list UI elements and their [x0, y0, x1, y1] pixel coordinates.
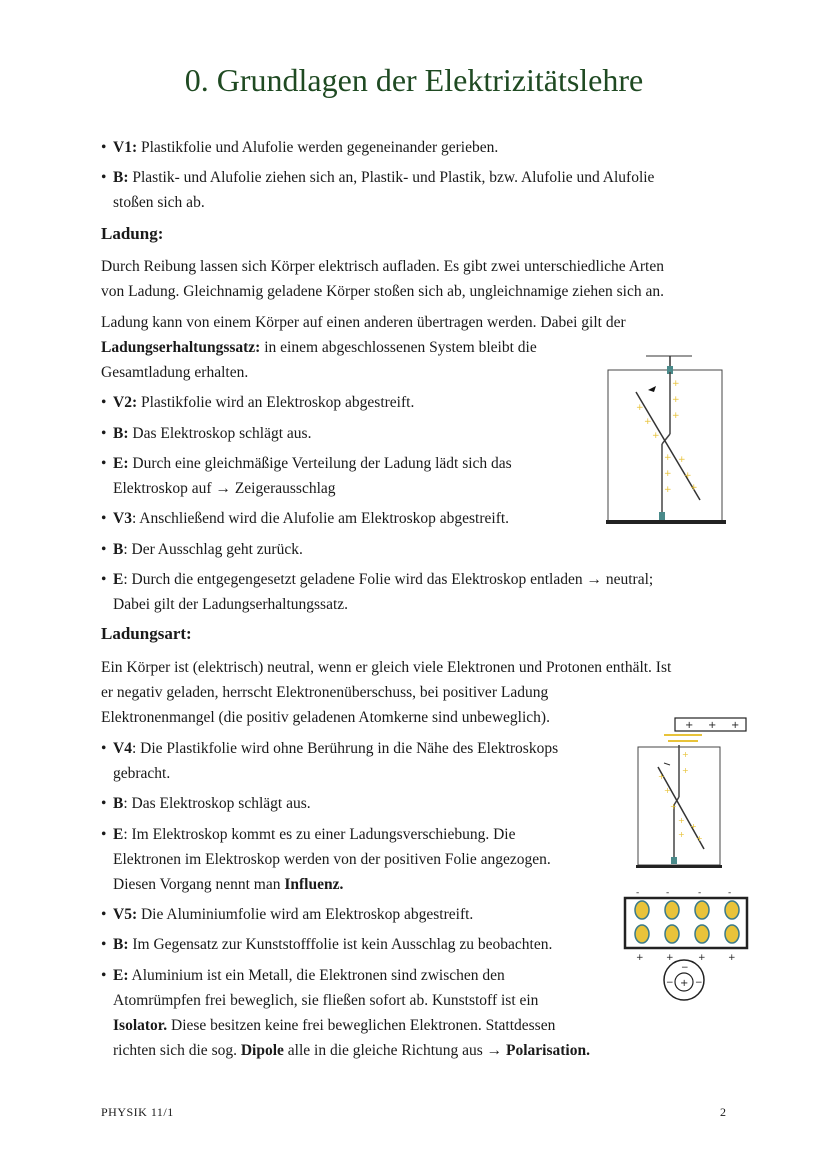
svg-text:+: + — [684, 471, 692, 481]
svg-text:+: + — [664, 469, 672, 479]
paragraph-line: Elektronenmangel (die positiv geladenen Atomkerne sind unbeweglich). — [101, 709, 550, 726]
item-label: B: — [113, 936, 129, 953]
item-label: E: — [113, 967, 129, 984]
item-label: V3 — [113, 510, 132, 527]
svg-text:+: + — [678, 455, 686, 465]
plate-sign: + — [731, 720, 740, 731]
dipole-top-sign: - — [666, 888, 670, 898]
item-text: : Im Elektroskop kommt es zu einer Ladungsverschiebung. Die — [123, 826, 516, 843]
dipole-icon — [725, 925, 739, 943]
bullet-dot: • — [101, 139, 107, 156]
svg-text:−: − — [681, 963, 689, 973]
paragraph-line: Durch Reibung lassen sich Körper elektrisch aufladen. Es gibt zwei unterschiedliche Arten — [101, 258, 664, 275]
bullet-dot: • — [101, 455, 107, 472]
item-label: V1: — [113, 139, 138, 156]
dipole-icon — [665, 901, 679, 919]
bullet-dot: • — [101, 826, 107, 843]
dipole-icon — [695, 925, 709, 943]
item-text-line2: Dabei gilt der Ladungserhaltungssatz. — [113, 596, 349, 613]
list-item — [101, 506, 509, 531]
list-item — [101, 537, 303, 562]
dipole-bottom-sign: + — [698, 953, 706, 963]
item-text-line2: Elektronen im Elektroskop werden von der positiven Folie angezogen. — [113, 851, 551, 868]
item-text-line3: Diesen Vorgang nennt man — [113, 876, 285, 893]
paragraph-line: in einem abgeschlossenen System bleibt die — [260, 339, 537, 356]
dipole-icon — [725, 901, 739, 919]
svg-text:+: + — [672, 395, 680, 405]
item-text: Plastik- und Alufolie ziehen sich an, Plastik- und Plastik, bzw. Alufolie und Alufolie — [128, 169, 655, 186]
plate-sign: + — [685, 720, 694, 731]
section-heading-ladung: Ladung: — [101, 224, 164, 243]
item-text: Durch eine gleichmäßige Verteilung der Ladung lädt sich das — [128, 455, 512, 472]
item-label: V5: — [113, 906, 138, 923]
svg-text:+: + — [664, 453, 672, 463]
bullet-dot: • — [101, 571, 107, 588]
section-heading-ladungsart: Ladungsart: — [101, 624, 192, 643]
term-ladungserhaltungssatz: Ladungserhaltungssatz: — [101, 339, 261, 356]
electroscope-figure-charged — [600, 352, 730, 530]
dipole-icon — [635, 925, 649, 943]
list-item — [101, 421, 311, 446]
item-text: Plastikfolie wird an Elektroskop abgestreift. — [137, 394, 415, 411]
item-label: B — [113, 541, 124, 558]
item-label: E: — [113, 455, 129, 472]
item-label: E — [113, 571, 124, 588]
plate-sign: + — [708, 720, 717, 731]
svg-text:+: + — [680, 978, 689, 989]
item-text-line4-mid: alle in die gleiche Richtung aus → — [283, 1042, 507, 1059]
item-text-line3: Diese besitzen keine frei beweglichen Elektronen. Stattdessen — [167, 1017, 556, 1034]
item-text: Im Gegensatz zur Kunststofffolie ist kein Ausschlag zu beobachten. — [128, 936, 553, 953]
bullet-dot: • — [101, 510, 107, 527]
item-text: : Anschließend wird die Alufolie am Elektroskop abgestreift. — [131, 510, 510, 527]
bullet-dot: • — [101, 740, 107, 757]
list-item — [101, 791, 311, 816]
footer-course: PHYSIK 11/1 — [101, 1105, 174, 1119]
bullet-dot: • — [101, 967, 107, 984]
bullet-dot: • — [101, 795, 107, 812]
item-text-line4: richten sich die sog. — [113, 1042, 241, 1059]
item-text: Das Elektroskop schlägt aus. — [128, 425, 312, 442]
paragraph — [101, 310, 626, 385]
svg-text:+: + — [664, 786, 671, 795]
page-number: 2 — [720, 1105, 727, 1119]
list-item — [101, 165, 654, 215]
term-influenz: Influenz. — [284, 876, 344, 893]
arrow-icon — [664, 763, 670, 765]
paragraph — [101, 254, 664, 304]
paragraph-line: von Ladung. Gleichnamig geladene Körper stoßen sich ab, ungleichnamige ziehen sich an. — [101, 283, 664, 300]
bullet-dot: • — [101, 169, 107, 186]
dipole-top-sign: - — [636, 888, 640, 898]
paragraph-line: er negativ geladen, herrscht Elektronenüberschuss, bei positiver Ladung — [101, 684, 549, 701]
svg-text:+: + — [682, 766, 689, 775]
svg-text:+: + — [670, 802, 677, 811]
page-title: 0. Grundlagen der Elektrizitätslehre — [184, 62, 644, 98]
svg-text:+: + — [664, 485, 672, 495]
svg-text:+: + — [672, 379, 680, 389]
item-text: : Der Ausschlag geht zurück. — [123, 541, 303, 558]
list-item — [101, 736, 558, 786]
dipole-icon — [635, 901, 649, 919]
svg-text:+: + — [658, 772, 665, 781]
atom-icon — [664, 960, 704, 1000]
paragraph — [101, 655, 671, 730]
item-text: Plastikfolie und Alufolie werden gegeneinander gerieben. — [137, 139, 499, 156]
list-item — [101, 822, 551, 897]
dipole-icon — [695, 901, 709, 919]
paragraph-line: Ladung kann von einem Körper auf einen anderen übertragen werden. Dabei gilt der — [101, 314, 626, 331]
bullet-dot: • — [101, 936, 107, 953]
svg-text:+: + — [690, 483, 698, 493]
item-text: Aluminium ist ein Metall, die Elektronen sind zwischen den — [128, 967, 505, 984]
svg-text:+: + — [678, 816, 685, 825]
list-item — [101, 963, 590, 1063]
svg-text:+: + — [644, 417, 652, 427]
item-label: B: — [113, 169, 129, 186]
term-dipole: Dipole — [240, 1042, 284, 1059]
svg-text:+: + — [690, 822, 697, 831]
list-item — [101, 135, 498, 160]
list-item — [101, 567, 653, 617]
item-text: : Durch die entgegengesetzt geladene Folie wird das Elektroskop entladen → neutral; — [123, 571, 654, 588]
item-text: : Das Elektroskop schlägt aus. — [123, 795, 311, 812]
bullet-dot: • — [101, 541, 107, 558]
svg-text:+: + — [672, 411, 680, 421]
svg-text:+: + — [682, 750, 689, 759]
bullet-dot: • — [101, 425, 107, 442]
bullet-dot: • — [101, 906, 107, 923]
list-item — [101, 390, 414, 415]
item-label: B — [113, 795, 124, 812]
svg-text:+: + — [678, 830, 685, 839]
pointer-arrow-icon — [648, 386, 656, 392]
bullet-dot: • — [101, 394, 107, 411]
list-item — [101, 932, 552, 957]
dipole-bottom-sign: + — [636, 953, 644, 963]
item-label: V2: — [113, 394, 138, 411]
term-isolator: Isolator. — [113, 1017, 168, 1034]
item-label: E — [113, 826, 124, 843]
svg-text:+: + — [652, 431, 660, 441]
list-item — [101, 902, 473, 927]
svg-text:+: + — [696, 834, 703, 843]
term-polarisation: Polarisation. — [506, 1042, 590, 1059]
item-text-line2: gebracht. — [113, 765, 171, 782]
item-text-line2: Atomrümpfen frei beweglich, sie fließen sofort ab. Kunststoff ist ein — [113, 992, 539, 1009]
electroscope-figure-influence — [630, 717, 750, 869]
dipole-top-sign: - — [728, 888, 732, 898]
dipole-figure — [622, 886, 750, 1004]
item-text: Die Aluminiumfolie wird am Elektroskop abgestreift. — [137, 906, 474, 923]
item-label: V4 — [113, 740, 132, 757]
dipole-bottom-sign: + — [728, 953, 736, 963]
dipole-top-sign: - — [698, 888, 702, 898]
item-text-line2: stoßen sich ab. — [113, 194, 205, 211]
item-text-line2: Elektroskop auf → Zeigerausschlag — [113, 480, 336, 497]
paragraph-line: Gesamtladung erhalten. — [101, 364, 249, 381]
svg-text:−: − — [695, 978, 703, 988]
svg-text:−: − — [666, 978, 674, 988]
item-label: B: — [113, 425, 129, 442]
paragraph-line: Ein Körper ist (elektrisch) neutral, wenn er gleich viele Elektronen und Protonen enthält. Ist — [101, 659, 672, 676]
dipole-icon — [665, 925, 679, 943]
dipole-bottom-sign: + — [666, 953, 674, 963]
list-item — [101, 451, 512, 501]
item-text: : Die Plastikfolie wird ohne Berührung in die Nähe des Elektroskops — [131, 740, 559, 757]
svg-text:+: + — [636, 403, 644, 413]
